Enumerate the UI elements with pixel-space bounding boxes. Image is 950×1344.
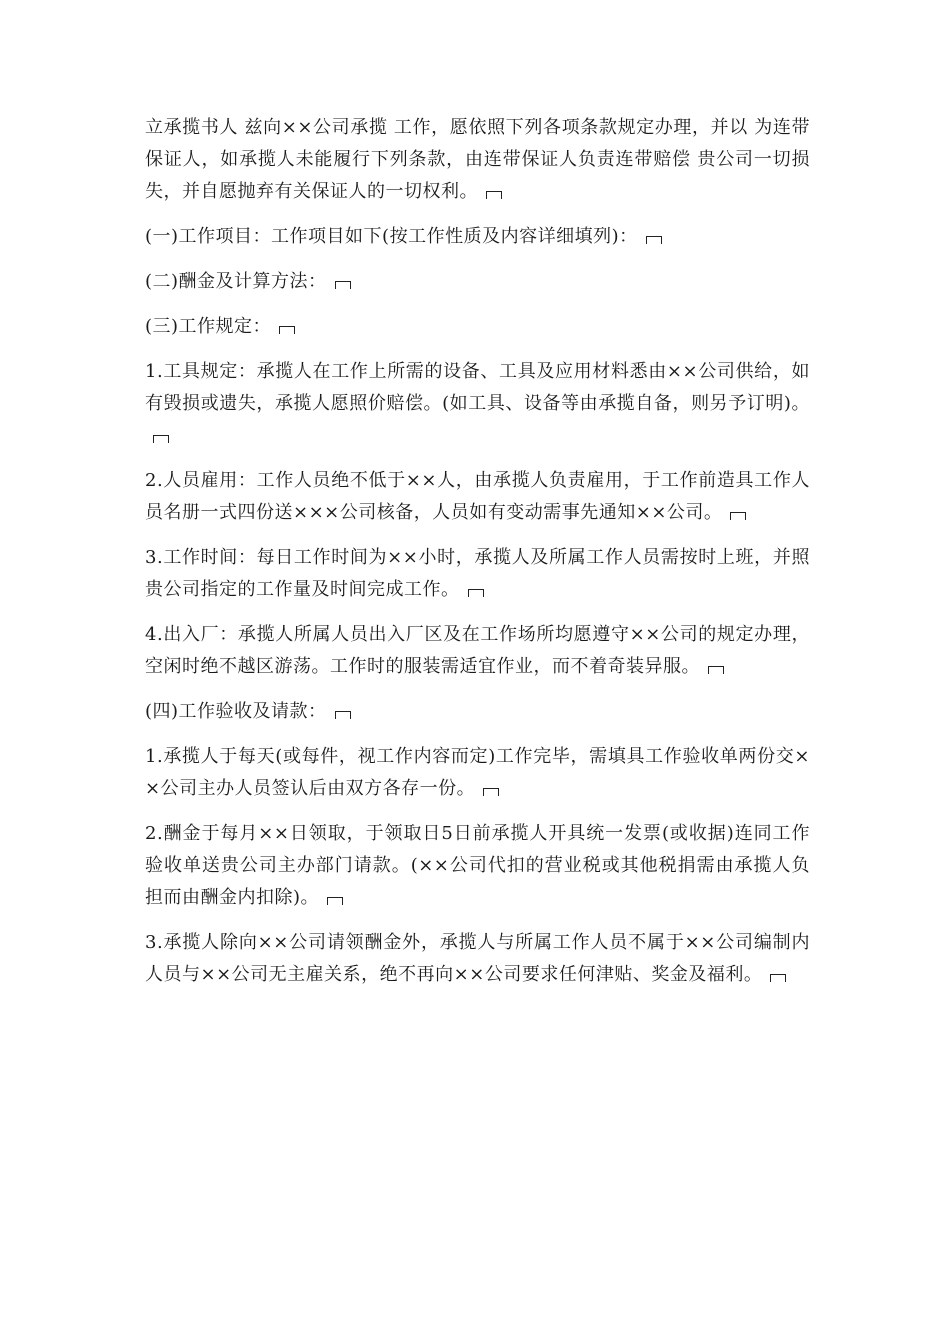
paragraph-section-1 [145, 221, 810, 253]
paragraph-mark-icon [153, 435, 169, 443]
paragraph-intro [145, 112, 810, 208]
paragraph-section-3 [145, 311, 810, 343]
document-body [145, 112, 810, 1004]
paragraph-mark-icon [335, 711, 351, 719]
paragraph-3-1 [145, 356, 810, 452]
paragraph-3-2 [145, 465, 810, 529]
paragraph-text: 3.工作时间：每日工作时间为××小时，承揽人及所属工作人员需按时上班，并照贵公司指定的工作量及时间完成工作。 [145, 547, 810, 600]
paragraph-text: (二)酬金及计算方法： [145, 271, 327, 292]
paragraph-text: 3.承揽人除向××公司请领酬金外，承揽人与所属工作人员不属于××公司编制内人员与××公司无主雇关系，绝不再向××公司要求任何津贴、奖金及福利。 [145, 932, 810, 985]
paragraph-mark-icon [468, 589, 484, 597]
paragraph-text: 4.出入厂：承揽人所属人员出入厂区及在工作场所均愿遵守××公司的规定办理，空闲时绝不越区游荡。工作时的服装需适宜作业，而不着奇装异服。 [145, 624, 810, 677]
paragraph-section-2 [145, 266, 810, 298]
paragraph-mark-icon [327, 897, 343, 905]
paragraph-text: (四)工作验收及请款： [145, 701, 327, 722]
paragraph-text: 2.人员雇用：工作人员绝不低于××人，由承揽人负责雇用，于工作前造具工作人员名册一式四份送×××公司核备，人员如有变动需事先通知××公司。 [145, 470, 810, 523]
paragraph-mark-icon [770, 974, 786, 982]
paragraph-text: 1.工具规定：承揽人在工作上所需的设备、工具及应用材料悉由××公司供给，如有毁损或遗失，承揽人愿照价赔偿。(如工具、设备等由承揽自备，则另予订明)。 [145, 361, 810, 414]
paragraph-text: 1.承揽人于每天(或每件，视工作内容而定)工作完毕，需填具工作验收单两份交××公司主办人员签认后由双方各存一份。 [145, 746, 810, 799]
paragraph-mark-icon [335, 281, 351, 289]
paragraph-4-3 [145, 927, 810, 991]
paragraph-3-3 [145, 542, 810, 606]
paragraph-mark-icon [646, 236, 662, 244]
paragraph-mark-icon [486, 191, 502, 199]
paragraph-4-2 [145, 818, 810, 914]
paragraph-text: 立承揽书人 兹向××公司承揽 工作，愿依照下列各项条款规定办理，并以 为连带保证人，如承揽人未能履行下列条款，由连带保证人负责连带赔偿 贵公司一切损失，并自愿抛弃有关保证人的一切权利。 [145, 117, 810, 202]
paragraph-3-4 [145, 619, 810, 683]
paragraph-mark-icon [483, 788, 499, 796]
paragraph-text: 2.酬金于每月××日领取，于领取日5日前承揽人开具统一发票(或收据)连同工作验收单送贵公司主办部门请款。(××公司代扣的营业税或其他税捐需由承揽人负担而由酬金内扣除)。 [145, 823, 810, 908]
paragraph-section-4 [145, 696, 810, 728]
paragraph-mark-icon [730, 512, 746, 520]
paragraph-text: (一)工作项目：工作项目如下(按工作性质及内容详细填列)： [145, 226, 638, 247]
paragraph-text: (三)工作规定： [145, 316, 272, 337]
paragraph-mark-icon [279, 326, 295, 334]
paragraph-4-1 [145, 741, 810, 805]
paragraph-mark-icon [708, 666, 724, 674]
